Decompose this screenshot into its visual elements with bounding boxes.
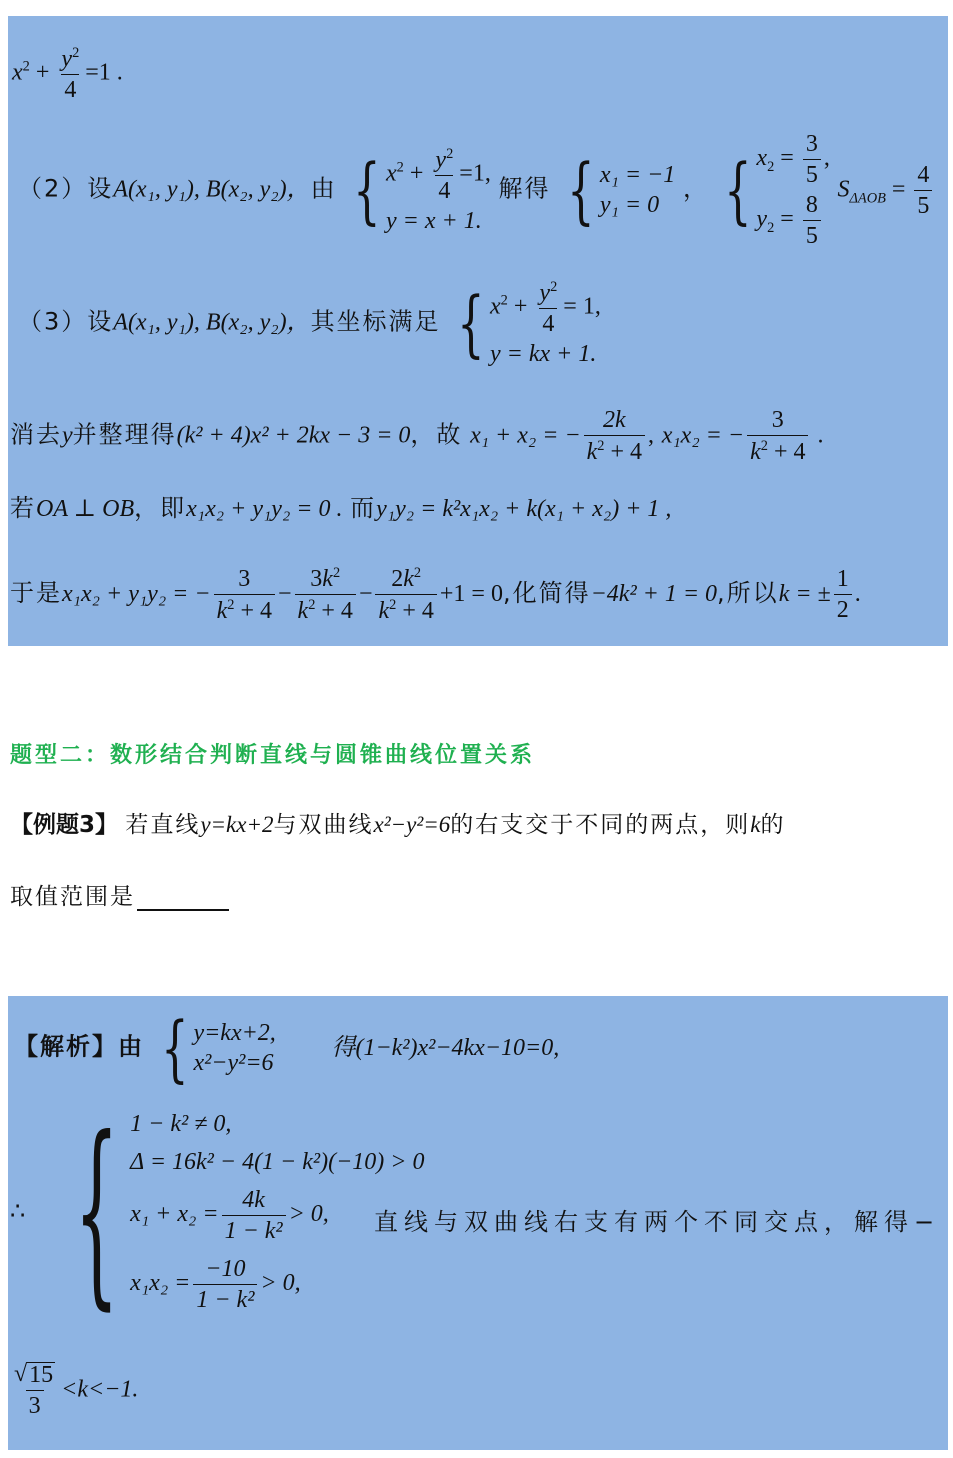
final-text3: ,所以	[717, 579, 779, 607]
result-tail: <k<−1.	[61, 1376, 139, 1403]
example-3-line2	[10, 878, 229, 911]
example-var-k: k	[750, 812, 761, 837]
part-2-system: { $x^2$ + $\frac{y^2}{4}$ =1, y = x + 1.	[353, 146, 491, 234]
part-3-text: 其坐标满足	[310, 307, 441, 336]
part-2-label: （2）设	[18, 174, 114, 203]
part-2-points: A(x₁, y₁), B(x₂, y₂)，	[113, 176, 311, 203]
final-frac-1: $\frac{3}{k^2 + 4}$	[214, 567, 275, 623]
cond-3: x₁ + x₂ = $\frac{4k}{\text{1 − k²}}$ > 0,	[130, 1187, 329, 1244]
part-3-label: （3）设	[18, 307, 114, 336]
part-2-solve: 解得	[498, 174, 551, 203]
perp-text3: 而	[350, 494, 377, 522]
eliminate-var: y	[62, 422, 73, 449]
cond-4: x₁x₂ = $\frac{-10}{\text{1 − k²}}$ > 0,	[130, 1256, 301, 1313]
part-3-system-row2: y = kx + 1.	[490, 341, 597, 367]
example-tag: 【例题3】	[10, 812, 119, 838]
final-text2: ,化简得	[502, 579, 591, 607]
example-line-eq: y=kx+2	[200, 812, 274, 837]
ellipse-equation: $x^2$ + $\frac{y^2}{4}$ =1 .	[12, 45, 123, 103]
part-2-line: （2）设A(x₁, y₁), B(x₂, y₂)，由 { $x^2$ + $\frac{y^2}{4}$ =1, y = x + 1. 解得 { x₁ = −1 y₁ = 0 ， { $x_2$ = $\frac{3}{5}$ , $y_2$ = $\frac{8}{5}$ $S_{\Delta AOB}$ = $\frac{4}{5}$	[18, 132, 935, 248]
eliminate-text2: 并整理得	[72, 420, 177, 449]
vieta-product: x₁x₂ = −	[661, 422, 745, 449]
final-lhs: x₁x₂ + y₁y₂ = −	[62, 581, 211, 607]
result-frac: √ 15 3	[14, 1361, 54, 1419]
part-2-system-row2: y = x + 1.	[386, 208, 482, 234]
eliminate-line: 消去y并整理得(k² + 4)x² + 2kx − 3 = 0，故 x₁ + x₂ = − $\frac{2k}{k^2 + 4}$ , x₁x₂ = − $\frac{3}{k^2 + 4}$ .	[10, 407, 824, 465]
conclusion-text: 直线与双曲线右支有两个不同交点，解得−	[374, 1208, 941, 1236]
quadratic-equation: (k² + 4)x² + 2kx − 3 = 0	[176, 422, 411, 449]
example-text-prefix: 若直线	[125, 812, 201, 838]
final-line: 于是x₁x₂ + y₁y₂ = − $\frac{3}{k^2 + 4}$ − $\frac{3k^2}{k^2 + 4}$ − $\frac{2k^2}{k^2 + 4}$ +1 = 0,化简得−4k² + 1 = 0,所以k = ± $\frac{1}{2}$ .	[10, 565, 861, 624]
eliminate-text1: 消去	[10, 420, 62, 449]
example-text-mid: 与双曲线	[273, 812, 374, 838]
result-line	[8, 1362, 138, 1418]
section-heading: 题型二：数形结合判断直线与圆锥曲线位置关系	[10, 743, 536, 768]
therefore-symbol: ∴	[10, 1199, 26, 1225]
conditions-system: { 1 − k² ≠ 0, Δ = 16k² − 4(1 − k²)(−10) > 0 x₁ + x₂ = $\frac{4k}{\text{1 − k²}}$ > 0, x₁x₂ = $\frac{-10}{\text{1 − k²}}$ > 0,	[74, 1095, 425, 1328]
dot-product-eq: x₁x₂ + y₁y₂ = 0 .	[186, 496, 343, 522]
part-2-sol1-row1: x₁ = −1	[599, 162, 676, 188]
example-line2-text: 取值范围是	[10, 884, 135, 910]
vieta-sum: x₁ + x₂ = −	[470, 422, 581, 449]
final-frac-2: $\frac{3k^2}{k^2 + 4}$	[295, 566, 356, 623]
area-symbol: S	[837, 176, 850, 203]
part-2-solution-2: { $x_2$ = $\frac{3}{5}$ , $y_2$ = $\frac{8}{5}$	[723, 131, 830, 249]
part-3-system: { $x^2$ + $\frac{y^2}{4}$ = 1, y = kx + 1.	[457, 279, 601, 367]
vieta-product-frac: $\frac{3}{k^2 + 4}$	[747, 408, 808, 464]
cond-2: Δ = 16k² − 4(1 − k²)(−10) > 0	[130, 1149, 425, 1175]
example-text-end: 的	[760, 812, 786, 838]
area-subscript: ΔAOB	[849, 190, 886, 207]
part-3-points: A(x₁, y₁), B(x₂, y₂)，	[113, 309, 311, 336]
part-3-line	[18, 280, 601, 366]
y-product-eq: y₁y₂ = k²x₁x₂ + k(x₁ + x₂) + 1 ,	[376, 496, 672, 522]
answer-blank	[137, 887, 229, 911]
part-2-sep: ，	[682, 176, 707, 203]
part-2-sol1-row2: y₁ = 0	[599, 192, 660, 218]
perpendicular-line	[10, 496, 671, 521]
k-result: k = ±	[778, 581, 831, 607]
analysis-sys-row1: y=kx+2,	[193, 1020, 276, 1046]
analysis-derived: 得(1−k²)x²−4kx−10=0,	[331, 1034, 560, 1061]
analysis-label: 【解析】由	[14, 1032, 144, 1061]
analysis-sys-row2: x²−y²=6	[193, 1050, 274, 1076]
final-text1: 于是	[10, 579, 62, 607]
perp-text2: ，即	[134, 494, 187, 522]
part-2-by: 由	[310, 174, 337, 203]
vieta-sum-frac: $\frac{2k}{k^2 + 4}$	[584, 408, 645, 464]
example-curve-eq: x²−y²=6	[373, 812, 451, 837]
cond-1: 1 − k² ≠ 0,	[130, 1111, 232, 1137]
final-tail: +1 = 0	[439, 581, 503, 607]
final-frac-3: $\frac{2k^2}{k^2 + 4}$	[375, 566, 436, 623]
simplified-eq: −4k² + 1 = 0	[590, 581, 718, 607]
analysis-line	[14, 1006, 560, 1090]
eliminate-text3: ，故	[410, 420, 463, 449]
example-text-suffix: 的右支交于不同的两点，则	[450, 812, 751, 838]
analysis-system: { y=kx+2, x²−y²=6	[160, 1006, 276, 1090]
ellipse-equation-tail: =1 .	[85, 59, 123, 86]
example-3	[10, 806, 785, 839]
part-2-solution-1: { x₁ = −1 y₁ = 0	[567, 148, 676, 232]
area-value: $\frac{4}{5}$	[914, 163, 932, 218]
perp-condition: OA ⊥ OB	[36, 496, 135, 522]
k-result-frac: $\frac{1}{2}$	[834, 567, 852, 622]
perp-text1: 若	[10, 494, 36, 522]
conditions-block	[10, 1095, 425, 1328]
